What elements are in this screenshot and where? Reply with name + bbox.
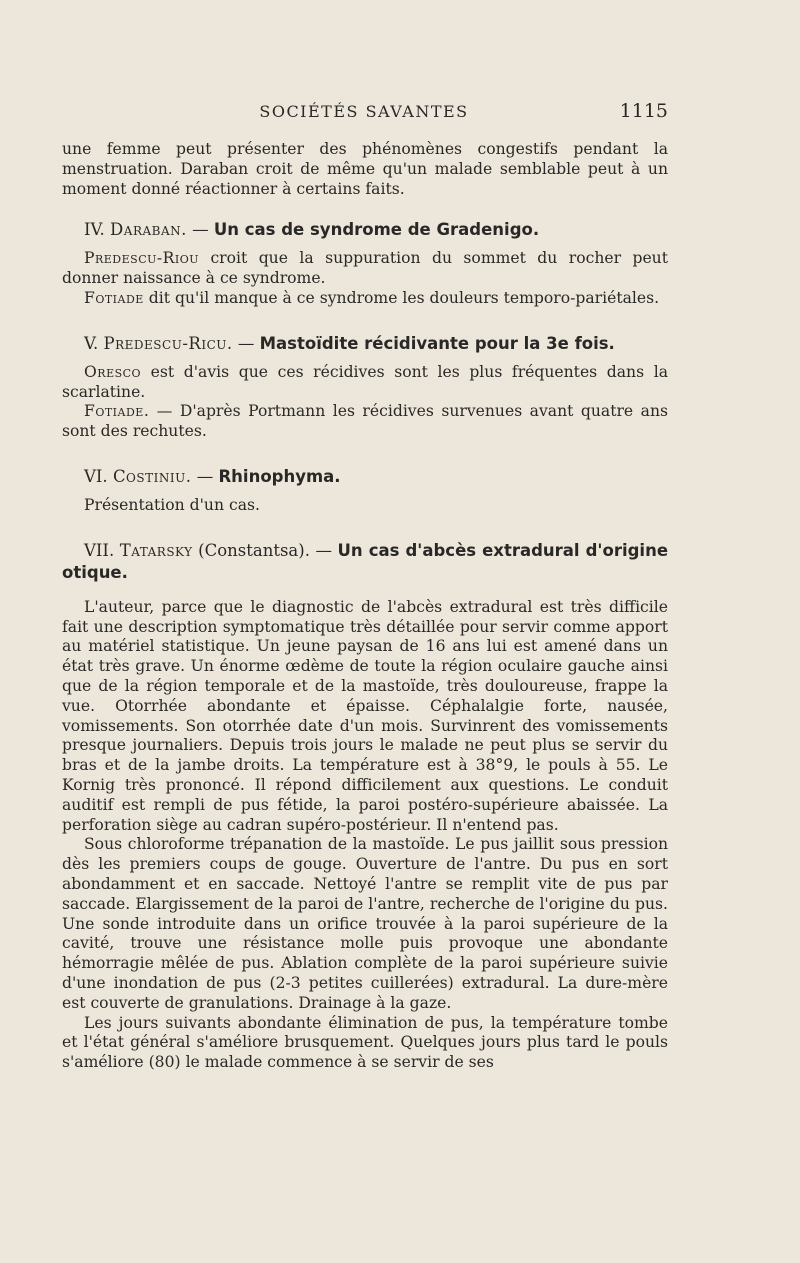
section-heading-vi: [62, 466, 668, 488]
section-title: Un cas d'abcès extradural d'origine otique.: [62, 540, 669, 582]
section-author: Predescu-Ricu.: [103, 333, 233, 353]
page-number: 1115: [619, 100, 668, 122]
paragraph: [62, 249, 668, 289]
section-number: VII.: [84, 540, 115, 560]
speaker-name: Oresco: [84, 362, 142, 381]
paragraph: Présentation d'un cas.: [84, 495, 260, 514]
paragraph-text: — D'après Portmann les récidives survenues avant quatre ans sont des rechutes.: [62, 402, 668, 441]
section-author: Daraban.: [110, 220, 187, 240]
section-heading-iv: [62, 219, 668, 241]
heading-dash: —: [309, 540, 338, 560]
section-title: Rhinophyma.: [218, 466, 341, 486]
section-title: Mastoïdite récidivante pour la 3e fois.: [259, 333, 615, 353]
page-header: [60, 100, 668, 126]
speaker-name: Fotiade: [84, 288, 144, 307]
heading-dash: —: [191, 466, 219, 486]
speaker-name: Predescu-Riou: [84, 249, 200, 268]
section-author: Costiniu.: [112, 466, 192, 486]
speaker-name: Fotiade.: [84, 402, 150, 421]
section-title: Un cas de syndrome de Gradenigo.: [213, 220, 540, 240]
section-heading-v: [62, 333, 668, 355]
section-heading-vii: [62, 540, 668, 584]
section-number: VI.: [84, 466, 108, 486]
paragraph: L'auteur, parce que le diagnostic de l'abcès extradural est très difficile fait une description symptomatique très détaillée pour servir comme apport au matériel statistique. Un jeune paysan de 16 ans lui est amené dans un état très grave. Un énorme œdème de toute la région oculaire gauche ainsi que de la région temporale et de la mastoïde, très douloureuse, frappe la vue. Otorrhée abondante et épaisse. Céphalalgie forte, nausée, vomissements. Son otorrhée date d'un mois. Survinrent des vomissements presque journaliers. Depuis trois jours le malade ne peut plus se servir du bras et de la jambe droits. La température est à 38°9, le pouls à 55. Le Kornig très prononcé. Il répond difficilement aux questions. Le conduit auditif est rempli de pus fétide, la paroi postéro-supérieure abaissée. La perforation siège au cadran supéro-postérieur. Il n'entend pas.: [62, 597, 668, 834]
running-title: SOCIÉTÉS SAVANTES: [259, 102, 469, 121]
section-number: V.: [84, 333, 99, 353]
paragraph: Les jours suivants abondante élimination de pus, la température tombe et l'état général s'améliore brusquement. Quelques jours plus tard le pouls s'améliore (80) le malade commence à se servir de ses: [62, 1013, 668, 1072]
page-body: [62, 140, 668, 1073]
paragraph: [62, 289, 668, 309]
paragraph: [62, 363, 668, 403]
section-author: Tatarsky: [119, 540, 193, 560]
paragraph-text: croit que la suppuration du sommet du rocher peut donner naissance à ce syndrome.: [62, 249, 668, 288]
author-location: (Constantsa).: [192, 540, 310, 560]
paragraph: Sous chloroforme trépanation de la mastoïde. Le pus jaillit sous pression dès les premiers coups de gouge. Ouverture de l'antre. Du pus en sort abondamment et en saccade. Nettoyé l'antre se remplit vite de pus par saccade. Elargissement de la paroi de l'antre, recherche de l'origine du pus. Une sonde introduite dans un orifice trouvée à la paroi supérieure de la cavité, trouve une résistance molle puis provoque une abondante hémorragie mêlée de pus. Ablation complète de la paroi supérieure suivie d'une inondation de pus (2-3 petites cuillerées) extradural. La dure-mère est couverte de granulations. Drainage à la gaze.: [62, 835, 668, 1012]
section-number: IV.: [84, 220, 105, 240]
heading-dash: —: [232, 333, 260, 353]
paragraph-text: est d'avis que ces récidives sont les plus fréquentes dans la scarlatine.: [62, 362, 668, 401]
heading-dash: —: [186, 220, 214, 240]
intro-paragraph: une femme peut présenter des phénomènes congestifs pendant la menstruation. Daraban croit de même qu'un malade semblable peut à un moment donné réactionner à certains faits.: [62, 140, 668, 198]
paragraph: [62, 402, 668, 442]
paragraph-text: dit qu'il manque à ce syndrome les douleurs temporo-pariétales.: [143, 288, 660, 307]
